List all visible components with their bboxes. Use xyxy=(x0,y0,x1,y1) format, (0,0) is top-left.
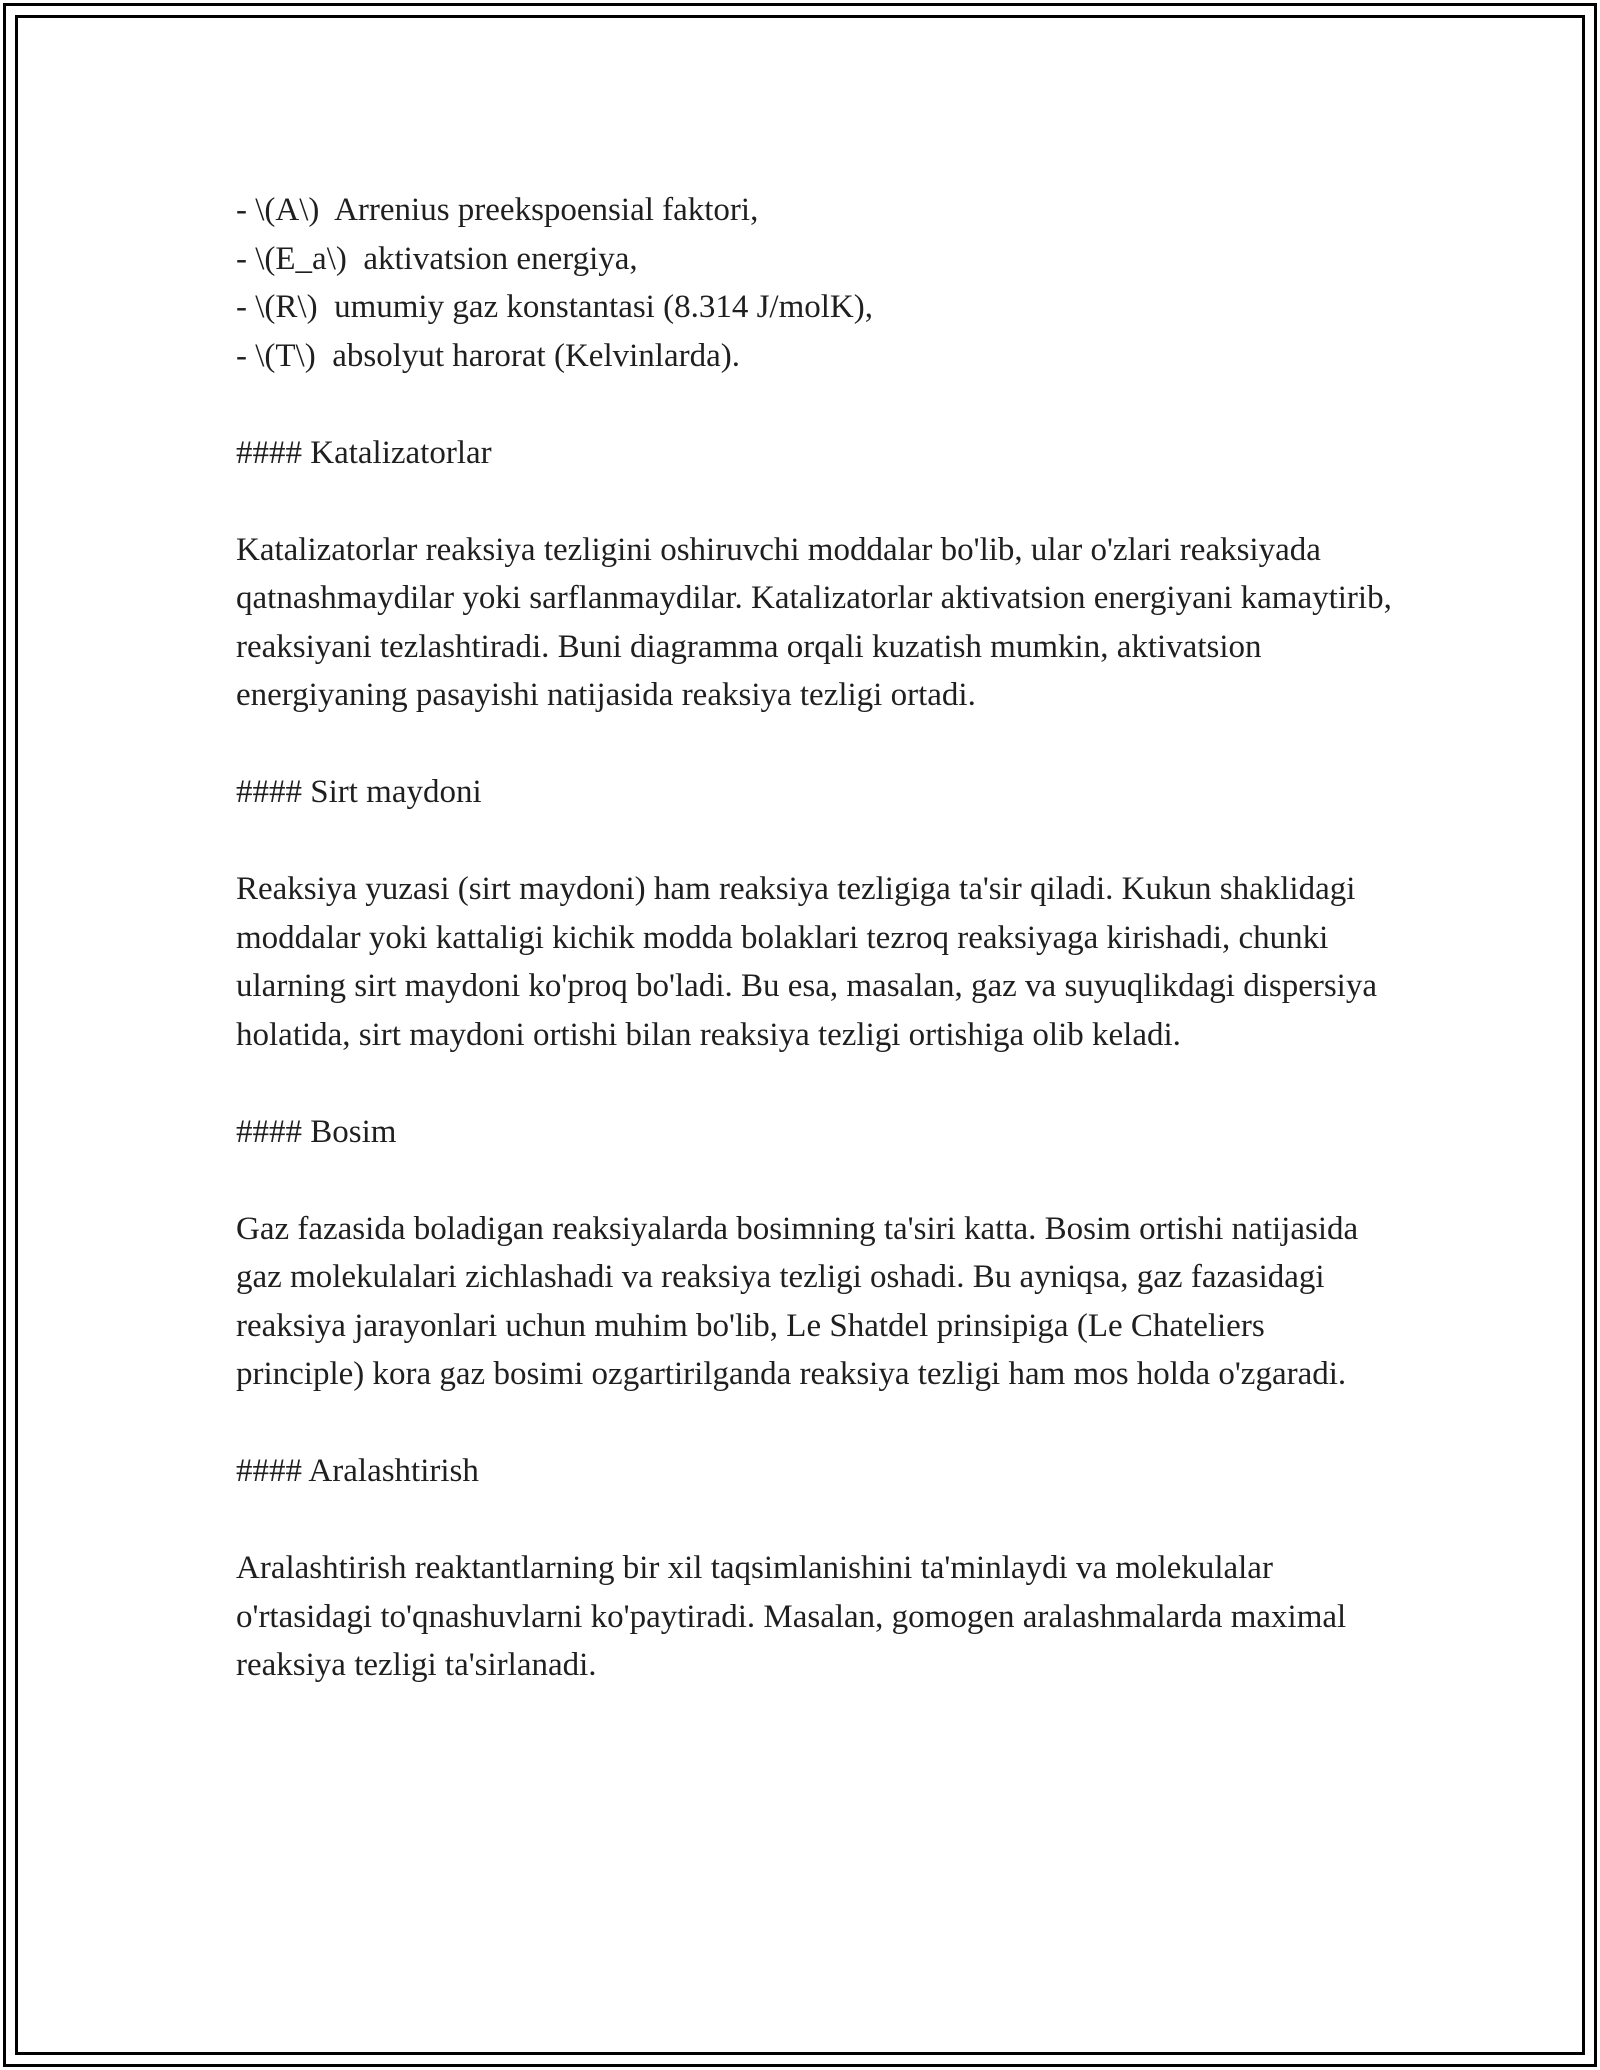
section-paragraph-aralashtirish: Aralashtirish reaktantlarning bir xil taqsimlanishini ta'minlaydi va molekulalar o'rtasidagi to'qnashuvlarni ko'paytiradi. Masalan, gomogen aralashmalarda maximal reaksiya tezligi ta'sirlanadi. xyxy=(236,1550,1347,1683)
section-heading-katalizatorlar: #### Katalizatorlar xyxy=(236,434,492,471)
variable-list xyxy=(236,186,1396,380)
list-item: - \(E_a\) aktivatsion energiya, xyxy=(236,240,638,277)
document-body xyxy=(236,186,1396,1690)
section-heading-sirt-maydoni: #### Sirt maydoni xyxy=(236,774,482,810)
list-item: - \(R\) umumiy gaz konstantasi (8.314 J/molK), xyxy=(236,289,874,325)
section-heading-bosim: #### Bosim xyxy=(236,1113,397,1150)
list-item: - \(T\) absolyut harorat (Kelvinlarda). xyxy=(236,337,740,374)
section-paragraph-bosim: Gaz fazasida boladigan reaksiyalarda bosimning ta'siri katta. Bosim ortishi natijasida gaz molekulalari zichlashadi va reaksiya tezligi oshadi. Bu ayniqsa, gaz fazasidagi reaksiya jarayonlari uchun muhim bo'lib, Le Shatdel prinsipiga (Le Chateliers principle) kora gaz bosimi ozgartirilganda reaksiya tezligi ham mos holda o'zgaradi. xyxy=(236,1210,1359,1392)
list-item: - \(A\) Arrenius preekspoensial faktori, xyxy=(236,192,759,228)
section-heading-aralashtirish: #### Aralashtirish xyxy=(236,1453,479,1489)
section-paragraph-katalizatorlar: Katalizatorlar reaksiya tezligini oshiruvchi moddalar bo'lib, ular o'zlari reaksiyada qatnashmaydilar yoki sarflanmaydilar. Katalizatorlar aktivatsion energiyani kamaytirib, reaksiyani tezlashtiradi. Buni diagramma orqali kuzatish mumkin, aktivatsion energiyaning pasayishi natijasida reaksiya tezligi ortadi. xyxy=(236,531,1392,713)
section-paragraph-sirt-maydoni: Reaksiya yuzasi (sirt maydoni) ham reaksiya tezligiga ta'sir qiladi. Kukun shaklidagi moddalar yoki kattaligi kichik modda bolaklari tezroq reaksiyaga kirishadi, chunki ularning sirt maydoni ko'proq bo'ladi. Bu esa, masalan, gaz va suyuqlikdagi dispersiya holatida, sirt maydoni ortishi bilan reaksiya tezligi ortishiga olib keladi. xyxy=(236,871,1377,1053)
